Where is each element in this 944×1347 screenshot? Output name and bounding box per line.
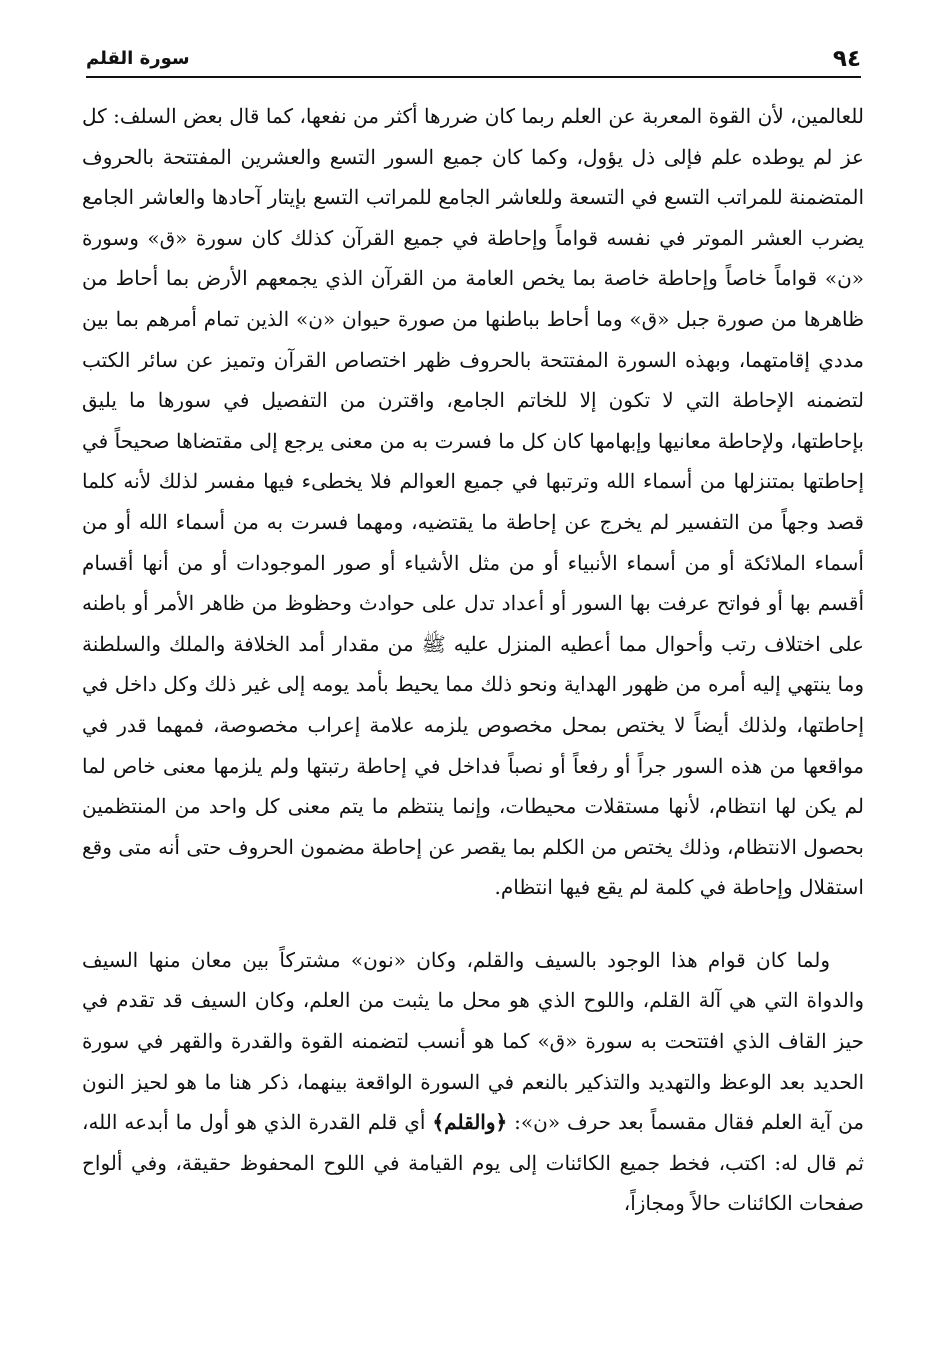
paragraph-1: للعالمين، لأن القوة المعربة عن العلم ربما كان ضررها أكثر من نفعها، كما قال بعض السلف: كل عز لم يوطده علم فإلى ذل يؤول، وكما كان جميع السور التسع والعشرين المفتتحة بالحروف المتضمنة للمراتب التسع في التسعة وللعاشر الجامع للمراتب التسع بإيتار آحادها والعاشر الجامع يضرب العشر الموتر في نفسه قواماً وإحاطة في جميع القرآن كذلك كان سورة «ق» وسورة «ن» قواماً خاصاً وإحاطة خاصة بما يخص العامة من القرآن الذي يجمعهم الأرض بما أحاط من ظاهرها من صورة جبل «ق» وما أحاط بباطنها من صورة حيوان «ن» الذين تمام أمرهم بما بين مددي إقامتهما، وبهذه السورة المفتتحة بالحروف ظهر اختصاص القرآن وتميز عن سائر الكتب لتضمنه الإحاطة التي لا تكون إلا للخاتم الجامع، واقترن من التفصيل في سورها ما يليق بإحاطتها، ولإحاطة معانيها وإبهامها كان كل ما فسرت به من معنى يرجع إلى مقتضاها صحيحاً في إحاطتها بمتنزلها من أسماء الله وترتبها في جميع العوالم فلا يخطىء فيها مفسر لذلك لأنه كلما قصد وجهاً من التفسير لم يخرج عن إحاطة ما يقتضيه، ومهما فسرت به من أسماء الله أو من أسماء الملائكة أو من أسماء الأنبياء أو من مثل الأشياء أو صور الموجودات أو من أنها أقسام أقسم بها أو فواتح عرفت بها السور أو أعداد تدل على حوادث وحظوظ من ظاهر الأمر أو باطنه على اختلاف رتب وأحوال مما أعطيه المنزل عليه ﷺ من مقدار أمد الخلافة والملك والسلطنة وما ينتهي إليه أمره من ظهور الهداية ونحو ذلك مما يحيط بأمد يومه إلى غير ذلك وكل داخل في إحاطتها، ولذلك أيضاً لا يختص بمحل مخصوص يلزمه علامة إعراب مخصوصة، فمهما قدر في مواقعها من هذه السور جراً أو رفعاً أو نصباً فداخل في إحاطة رتبتها ولم يلزمها معنى خاص لما لم يكن لها انتظام، لأنها مستقلات محيطات، وإنما ينتظم ما يتم معنى كل واحد من المنتظمين بحصول الانتظام، وذلك يختص من الكلم بما يقصر عن إحاطة مضمون الحروف حتى أنه متى وقع استقلال وإحاطة في كلمة لم يقع فيها انتظام. [82, 104, 864, 900]
paragraph-2-commentary: أي قلم القدرة الذي هو أول ما أبدعه الله، ثم قال له: اكتب، فخط جميع الكائنات إلى يوم القيامة في اللوح المحفوظ حقيقة، وفي ألواح صفحات الكائنات حالاً ومجازاً، [82, 1110, 865, 1216]
paragraph-2 [82, 940, 864, 1224]
surah-name: سورة القلم [86, 48, 190, 69]
quran-quote: ﴿والقلم﴾ [432, 1110, 508, 1135]
page-number: ٩٤ [832, 46, 861, 72]
running-header [86, 38, 861, 78]
header-rule [86, 76, 861, 78]
paragraph-2-intro: ولما كان قوام هذا الوجود بالسيف والقلم، وكان «نون» مشتركاً بين معان منها السيف والدواة التي هي آلة القلم، واللوح الذي هو محل ما يثبت من العلم، وكان السيف قد تقدم في حيز القاف الذي افتتحت به سورة «ق» كما هو أنسب لتضمنه القوة والقدرة والقهر في سورة الحديد بعد الوعظ والتهديد والتذكير بالنعم في السورة الواقعة بينهما، ذكر هنا ما هو لحيز النون من آية العلم فقال مقسماً بعد حرف «ن»: [82, 947, 865, 1135]
body-text [82, 96, 864, 1224]
